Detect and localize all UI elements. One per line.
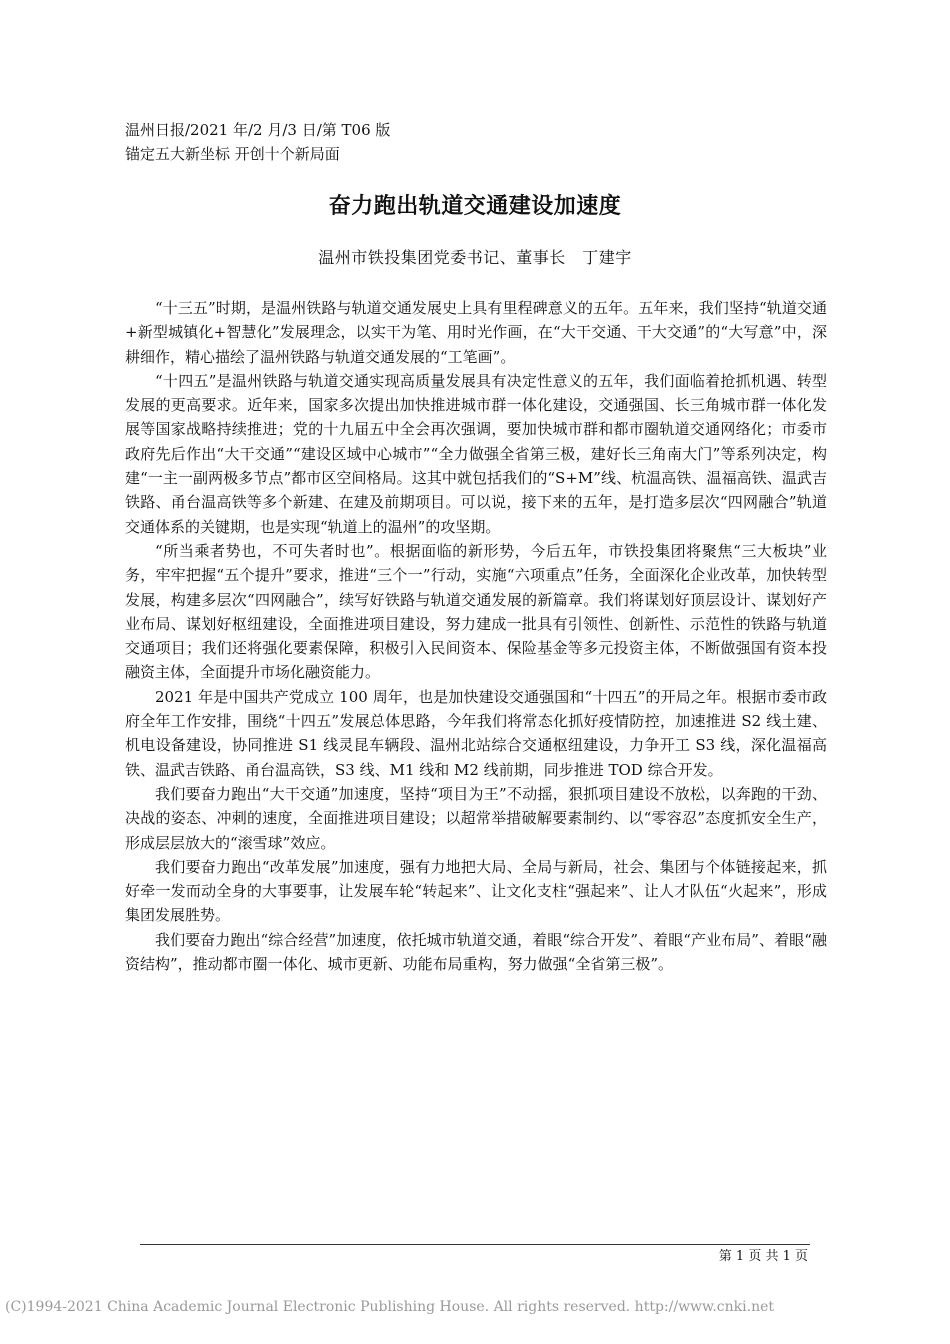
paragraph-2: “十四五”是温州铁路与轨道交通实现高质量发展具有决定性意义的五年，我们面临着抢抓机遇、转型发展的更高要求。近年来，国家多次提出加快推进城市群一体化建设，交通强国、长三角城市群一体化发展等国家战略持续推进；党的十九届五中全会再次强调，要加快城市群和都市圈轨道交通网络化；市委市政府先后作出“大干交通”“建设区域中心城市”“全力做强全省第三极，建好长三角南大门”等系列决定，构建“一主一副两极多节点”都市区空间格局。这其中就包括我们的“S+M”线、杭温高铁、温福高铁、温武吉铁路、甬台温高铁等多个新建、在建及前期项目。可以说，接下来的五年，是打造多层次“四网融合”轨道交通体系的关键期，也是实现“轨道上的温州”的攻坚期。 [125,371,827,536]
paragraph-1: “十三五”时期，是温州铁路与轨道交通发展史上具有里程碑意义的五年。五年来，我们坚持“轨道交通+新型城镇化+智慧化”发展理念，以实干为笔、用时光作画，在“大干交通、干大交通”的“大写意”中，深耕细作，精心描绘了温州铁路与轨道交通发展的“工笔画”。 [125,299,827,366]
source-line: 温州日报/2021 年/2 月/3 日/第 T06 版 [125,121,391,139]
section-line: 锚定五大新坐标 开创十个新局面 [125,145,340,163]
article-title: 奋力跑出轨道交通建设加速度 [328,193,622,219]
paragraph-5: 我们要奋力跑出“大干交通”加速度，坚持“项目为王”不动摇，狠抓项目建设不放松，以奔跑的干劲、决战的姿态、冲刺的速度，全面推进项目建设；以超常举措破解要素制约、以“零容忍”态度抓安全生产，形成层层放大的“滚雪球”效应。 [125,784,827,852]
paragraph-7: 我们要奋力跑出“综合经营”加速度，依托城市轨道交通，着眼“综合开发”、着眼“产业布局”、着眼“融资结构”，推动都市圈一体化、城市更新、功能布局重构，努力做强“全省第三极”。 [125,930,827,974]
article-author: 温州市铁投集团党委书记、董事长 丁建宇 [318,248,632,267]
paragraph-6: 我们要奋力跑出“改革发展”加速度，强有力地把大局、全局与新局，社会、集团与个体链接起来，抓好牵一发而动全身的大事要事，让发展车轮“转起来”、让文化支柱“强起来”、让人才队伍“火起来”，形成集团发展胜势。 [125,857,827,925]
paragraph-4: 2021 年是中国共产党成立 100 周年，也是加快建设交通强国和“十四五”的开局之年。根据市委市政府全年工作安排，围绕“十四五”发展总体思路，今年我们将常态化抓好疫情防控，加速推进 S2 线土建、机电设备建设，协同推进 S1 线灵昆车辆段、温州北站综合交通枢纽建设，力争开工 S3 线，深化温福高铁、温武吉铁路、甬台温高铁，S3 线、M1 线和 M2 线前期，同步推进 TOD 综合开发。 [125,687,827,779]
article-body [125,296,827,976]
paragraph-3: “所当乘者势也，不可失者时也”。根据面临的新形势，今后五年，市铁投集团将聚焦“三大板块”业务，牢牢把握“五个提升”要求，推进“三个一”行动，实施“六项重点”任务，全面深化企业改革，加快转型发展，构建多层次“四网融合”，续写好铁路与轨道交通发展的新篇章。我们将谋划好顶层设计、谋划好产业布局、谋划好枢纽建设，全面推进项目建设，努力建成一批具有引领性、创新性、示范性的铁路与轨道交通项目；我们还将强化要素保障，积极引入民间资本、保险基金等多元投资主体，不断做强国有资本投融资主体，全面提升市场化融资能力。 [125,541,827,682]
footer-divider [140,1244,810,1245]
copyright-notice: (C)1994-2021 China Academic Journal Electronic Publishing House. All rights reserved. http://www.cnki.net [5,1299,775,1315]
page-number: 第 1 页 共 1 页 [718,1249,808,1264]
